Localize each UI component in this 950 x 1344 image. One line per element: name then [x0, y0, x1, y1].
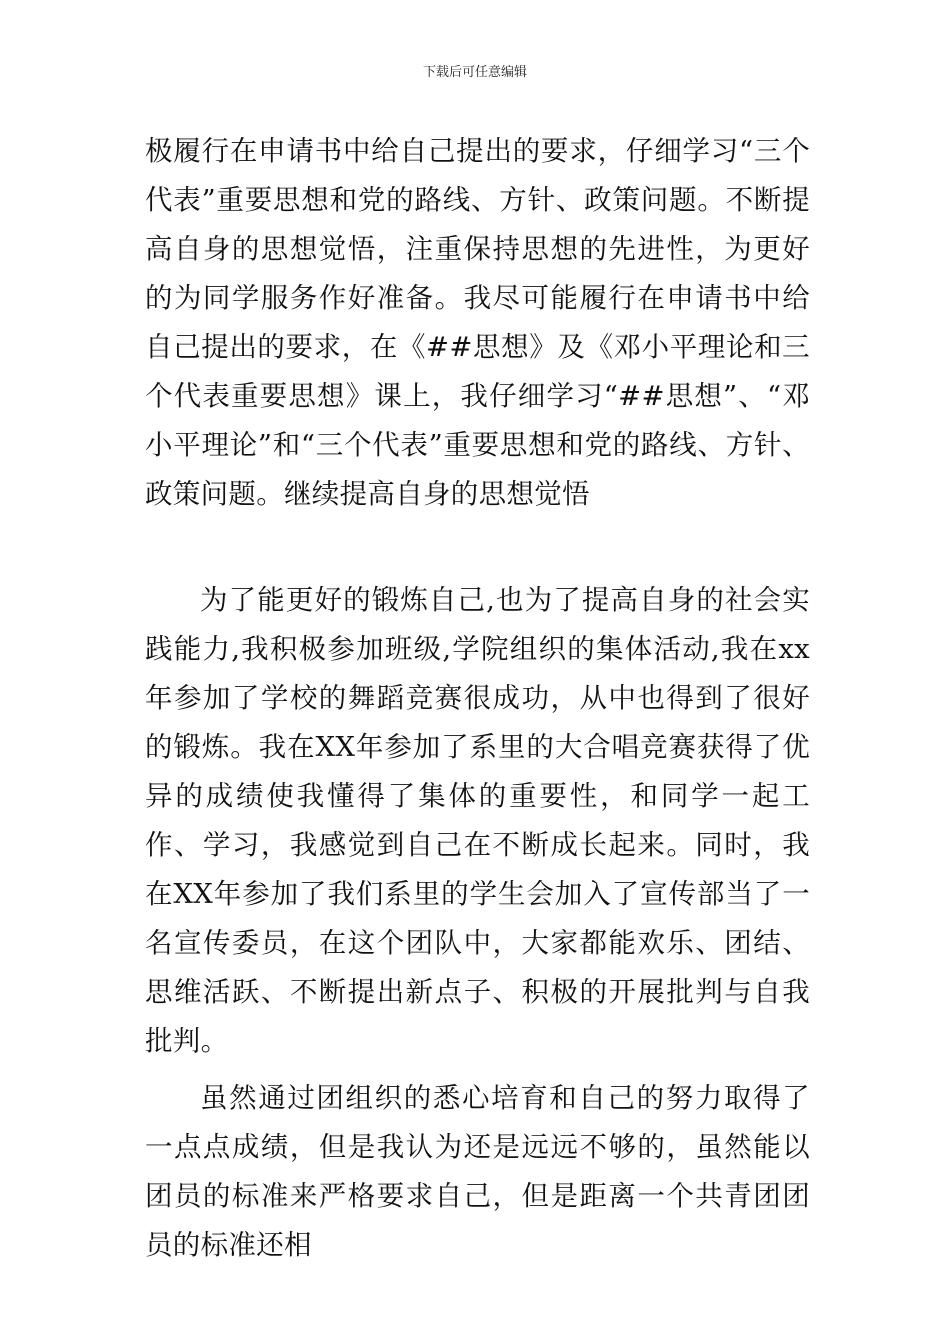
- paragraph-1: 极履行在申请书中给自己提出的要求，仔细学习“三个代表”重要思想和党的路线、方针、政策问题。不断提高自身的思想觉悟，注重保持思想的先进性，为更好的为同学服务作好准备。我尽可能履行在申请书中给自己提出的要求，在《##思想》及《邓小平理论和三个代表重要思想》课上，我仔细学习“##思想”、“邓小平理论”和“三个代表”重要思想和党的路线、方针、政策问题。继续提高自身的思想觉悟: [145, 135, 810, 510]
- paragraph-3: 虽然通过团组织的悉心培育和自己的努力取得了一点点成绩，但是我认为还是远远不够的，虽然能以团员的标准来严格要求自己，但是距离一个共青团团员的标准还相: [145, 1082, 810, 1261]
- paragraph-2: 为了能更好的锻炼自己,也为了提高自身的社会实践能力,我积极参加班级,学院组织的集体活动,我在xx年参加了学校的舞蹈竞赛很成功，从中也得到了很好的锻炼。我在XX年参加了系里的大合唱竞赛获得了优异的成绩使我懂得了集体的重要性，和同学一起工作、学习，我感觉到自己在不断成长起来。同时，我在XX年参加了我们系里的学生会加入了宣传部当了一名宣传委员，在这个团队中，大家都能欢乐、团结、思维活跃、不断提出新点子、积极的开展批判与自我批判。: [145, 584, 810, 1057]
- page-header: 下载后可任意编辑: [422, 65, 527, 80]
